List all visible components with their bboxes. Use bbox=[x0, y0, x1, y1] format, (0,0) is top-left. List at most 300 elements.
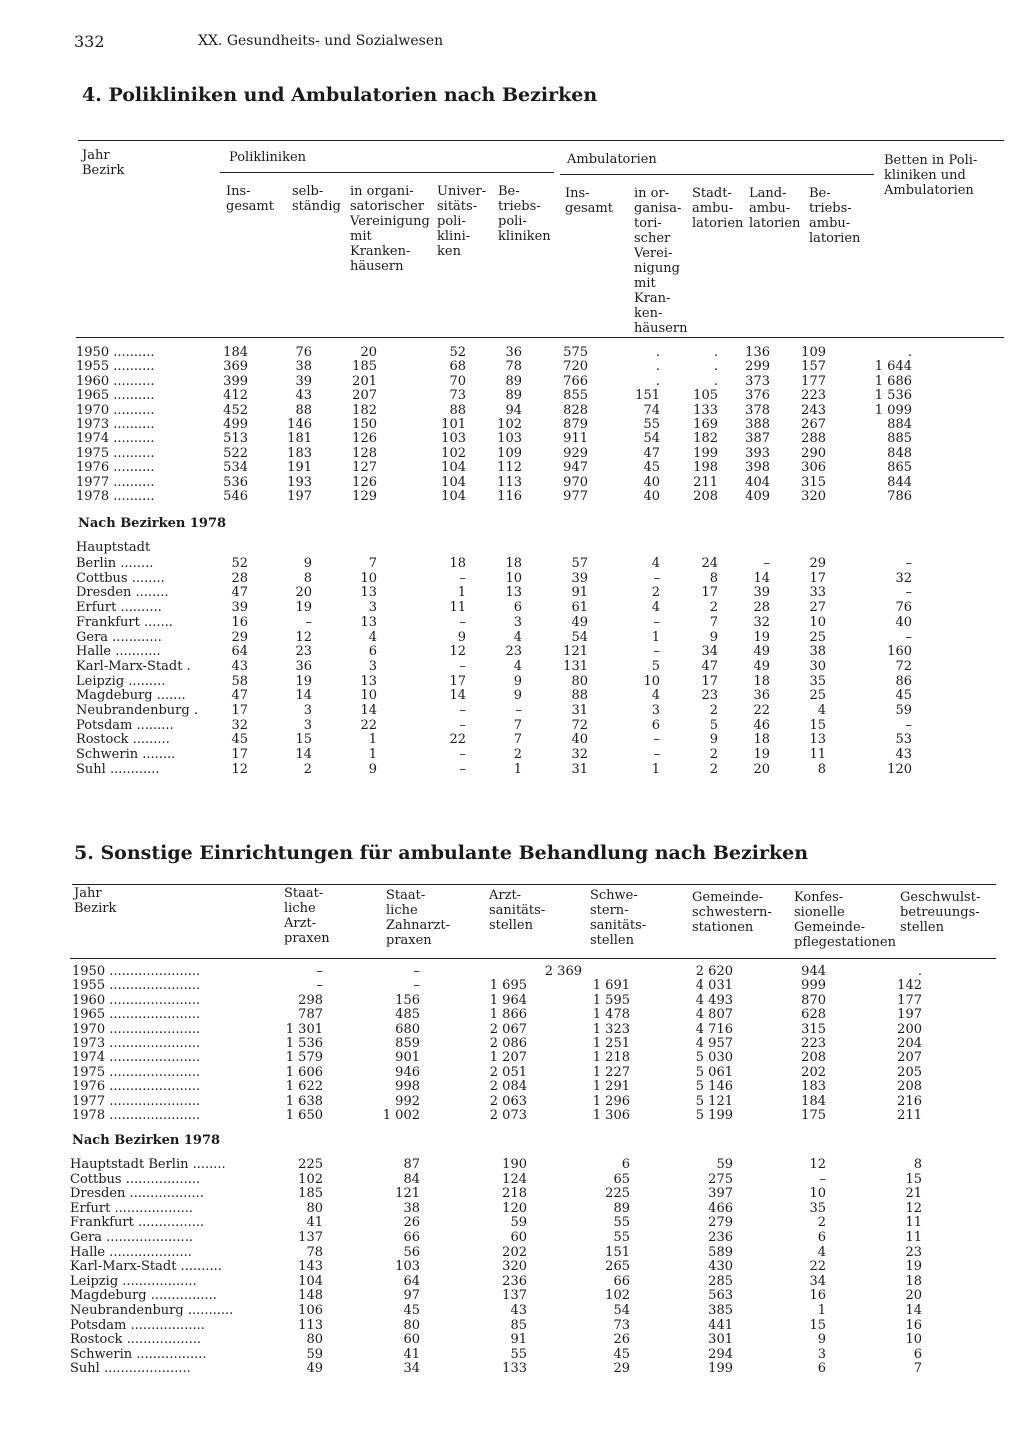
page-number: 332 bbox=[74, 32, 105, 51]
row-cell: 105 bbox=[693, 388, 718, 404]
row-label: 1978 .......... bbox=[76, 489, 155, 504]
row-cell: 3 bbox=[368, 600, 377, 616]
row-cell: 127 bbox=[352, 460, 377, 476]
table-row bbox=[0, 615, 1024, 630]
row-cell: 9 bbox=[817, 1332, 826, 1348]
row-cell: 202 bbox=[801, 1064, 826, 1080]
row-cell: 32 bbox=[231, 717, 248, 733]
row-cell: 18 bbox=[753, 732, 770, 748]
row-cell: 3 bbox=[513, 614, 522, 630]
row-cell: 2 084 bbox=[489, 1079, 527, 1095]
row-cell: 136 bbox=[745, 345, 770, 360]
row-cell: 14 bbox=[295, 747, 312, 763]
row-cell: 243 bbox=[801, 402, 826, 418]
row-cell: 14 bbox=[295, 688, 312, 704]
row-cell: – bbox=[459, 703, 466, 718]
row-cell: 2 bbox=[709, 600, 718, 616]
row-cell: 169 bbox=[693, 417, 718, 432]
row-cell: 59 bbox=[510, 1215, 527, 1231]
row-cell: 1 606 bbox=[285, 1064, 323, 1080]
row-cell: 1 695 bbox=[489, 978, 527, 994]
row-cell: 142 bbox=[897, 978, 922, 994]
row-cell: 16 bbox=[905, 1317, 922, 1333]
row-cell: 320 bbox=[801, 489, 826, 504]
row-cell: 7 bbox=[913, 1361, 922, 1377]
row-cell: 68 bbox=[449, 359, 466, 375]
row-label: Rostock .................. bbox=[70, 1332, 202, 1348]
row-label: 1970 .......... bbox=[76, 402, 155, 418]
row-cell: 89 bbox=[505, 388, 522, 404]
row-label: 1975 ...................... bbox=[72, 1064, 201, 1080]
row-cell: 43 bbox=[510, 1303, 527, 1318]
row-cell: 1 251 bbox=[592, 1036, 630, 1051]
row-cell: 177 bbox=[801, 373, 826, 389]
row-cell: 6 bbox=[621, 1157, 630, 1172]
row-cell: 211 bbox=[897, 1108, 922, 1123]
row-label: 1950 .......... bbox=[76, 345, 155, 360]
table-row bbox=[0, 1245, 1024, 1260]
row-cell: 5 bbox=[651, 658, 660, 674]
row-cell: 288 bbox=[801, 431, 826, 447]
row-label: Cottbus .................. bbox=[70, 1171, 201, 1187]
row-cell: 137 bbox=[502, 1288, 527, 1304]
t2-combined-1950: 2 369 bbox=[544, 964, 582, 979]
row-cell: 11 bbox=[809, 747, 826, 763]
row-cell: 10 bbox=[360, 570, 377, 586]
row-cell: 1 536 bbox=[874, 388, 912, 404]
row-cell: 129 bbox=[352, 489, 377, 504]
row-cell: 499 bbox=[223, 417, 248, 432]
row-label: Suhl ............ bbox=[76, 761, 160, 777]
table-row bbox=[0, 489, 1024, 504]
table-row bbox=[0, 460, 1024, 475]
row-cell: 15 bbox=[809, 1317, 826, 1333]
row-cell: 45 bbox=[643, 460, 660, 476]
row-label: 1950 ...................... bbox=[72, 964, 201, 979]
row-cell: 207 bbox=[897, 1050, 922, 1066]
row-cell: 766 bbox=[563, 373, 588, 389]
row-cell: 43 bbox=[231, 658, 248, 674]
row-cell: 157 bbox=[801, 359, 826, 375]
row-cell: 2 bbox=[513, 747, 522, 763]
table-row bbox=[0, 1079, 1024, 1094]
row-cell: 20 bbox=[753, 761, 770, 777]
row-cell: 466 bbox=[708, 1200, 733, 1216]
table-row bbox=[0, 388, 1024, 403]
row-cell: 2 086 bbox=[489, 1036, 527, 1051]
row-cell: 40 bbox=[643, 474, 660, 490]
row-cell: 150 bbox=[352, 417, 377, 432]
row-cell: 80 bbox=[571, 673, 588, 689]
table-row bbox=[0, 1172, 1024, 1187]
row-cell: 859 bbox=[395, 1036, 420, 1051]
row-cell: 17 bbox=[701, 673, 718, 689]
row-cell: 534 bbox=[223, 460, 248, 476]
row-cell: 4 957 bbox=[695, 1036, 733, 1051]
t2-col-1: Staat- liche Arzt- praxen bbox=[284, 886, 330, 946]
t1-col-6: Ins- gesamt bbox=[565, 186, 613, 216]
row-label: 1955 ...................... bbox=[72, 978, 201, 994]
row-cell: – bbox=[905, 556, 912, 571]
row-cell: 884 bbox=[887, 417, 912, 432]
row-cell: 45 bbox=[231, 732, 248, 748]
row-cell: 7 bbox=[368, 556, 377, 571]
row-cell: 208 bbox=[897, 1079, 922, 1095]
row-label: Neubrandenburg . bbox=[76, 703, 198, 718]
row-cell: 102 bbox=[605, 1288, 630, 1304]
row-cell: 2 bbox=[303, 761, 312, 777]
row-cell: 205 bbox=[897, 1064, 922, 1080]
table-row bbox=[0, 1215, 1024, 1230]
row-cell: – bbox=[459, 658, 466, 674]
row-cell: 1 099 bbox=[874, 402, 912, 418]
row-cell: – bbox=[316, 964, 323, 979]
row-cell: 182 bbox=[693, 431, 718, 447]
row-cell: 39 bbox=[295, 373, 312, 389]
row-cell: 199 bbox=[693, 445, 718, 461]
row-cell: 388 bbox=[745, 417, 770, 432]
table-row bbox=[0, 1065, 1024, 1080]
table-row bbox=[0, 674, 1024, 689]
row-cell: 14 bbox=[449, 688, 466, 704]
row-cell: – bbox=[459, 614, 466, 630]
row-cell: 31 bbox=[571, 703, 588, 718]
row-cell: . bbox=[713, 373, 718, 389]
row-cell: 513 bbox=[223, 431, 248, 447]
row-cell: 870 bbox=[801, 992, 826, 1008]
row-cell: – bbox=[653, 614, 660, 630]
row-cell: 17 bbox=[809, 570, 826, 586]
row-cell: 2 073 bbox=[489, 1108, 527, 1123]
row-label: 1960 ...................... bbox=[72, 992, 201, 1008]
table-row bbox=[0, 1230, 1024, 1245]
table-row bbox=[0, 1022, 1024, 1037]
row-label: 1965 .......... bbox=[76, 388, 155, 404]
row-cell: 992 bbox=[395, 1093, 420, 1109]
row-cell: 947 bbox=[563, 460, 588, 476]
row-cell: 23 bbox=[701, 688, 718, 704]
row-cell: 86 bbox=[895, 673, 912, 689]
row-cell: 8 bbox=[817, 761, 826, 777]
t1-head-betten: Betten in Poli- kliniken und Ambulatorien bbox=[884, 153, 978, 198]
table-4-top-rule bbox=[78, 140, 1004, 141]
row-cell: 40 bbox=[571, 732, 588, 748]
row-label: Leipzig ......... bbox=[76, 673, 166, 689]
t1-col-4: Univer- sitäts- poli- klini- ken bbox=[437, 184, 487, 259]
row-cell: 35 bbox=[809, 1200, 826, 1216]
row-cell: 4 bbox=[513, 658, 522, 674]
row-cell: 34 bbox=[403, 1361, 420, 1377]
row-label: Potsdam .................. bbox=[70, 1317, 205, 1333]
row-cell: 12 bbox=[295, 629, 312, 645]
table-row bbox=[0, 345, 1024, 360]
row-label: Hauptstadt Berlin ........ bbox=[70, 1157, 226, 1172]
row-cell: 33 bbox=[809, 585, 826, 601]
row-cell: 109 bbox=[497, 445, 522, 461]
row-cell: 7 bbox=[709, 614, 718, 630]
row-cell: 22 bbox=[753, 703, 770, 718]
row-cell: 148 bbox=[298, 1288, 323, 1304]
row-cell: 80 bbox=[403, 1317, 420, 1333]
row-cell: 4 bbox=[817, 703, 826, 718]
row-cell: 6 bbox=[368, 644, 377, 660]
row-cell: 23 bbox=[905, 1244, 922, 1260]
row-cell: 929 bbox=[563, 445, 588, 461]
row-cell: 879 bbox=[563, 417, 588, 432]
row-cell: 78 bbox=[505, 359, 522, 375]
row-cell: 1 536 bbox=[285, 1036, 323, 1051]
row-cell: 452 bbox=[223, 402, 248, 418]
row-cell: 38 bbox=[403, 1200, 420, 1216]
row-cell: 182 bbox=[352, 402, 377, 418]
row-cell: 197 bbox=[287, 489, 312, 504]
row-cell: 16 bbox=[231, 614, 248, 630]
row-cell: 18 bbox=[505, 556, 522, 571]
row-cell: 54 bbox=[643, 431, 660, 447]
row-cell: 19 bbox=[295, 600, 312, 616]
row-cell: 1 306 bbox=[592, 1108, 630, 1123]
row-cell: 369 bbox=[223, 359, 248, 375]
row-cell: 398 bbox=[745, 460, 770, 476]
row-cell: – bbox=[413, 964, 420, 979]
t1-col-5: Be- triebs- poli- kliniken bbox=[498, 184, 551, 244]
row-cell: 1 866 bbox=[489, 1007, 527, 1023]
row-cell: 1 650 bbox=[285, 1108, 323, 1123]
row-cell: 55 bbox=[643, 417, 660, 432]
row-cell: 61 bbox=[571, 600, 588, 616]
row-cell: 2 bbox=[817, 1215, 826, 1231]
row-cell: – bbox=[515, 703, 522, 718]
row-cell: 1 595 bbox=[592, 992, 630, 1008]
row-cell: 19 bbox=[753, 629, 770, 645]
row-label: Cottbus ........ bbox=[76, 570, 165, 586]
row-cell: 2 bbox=[651, 585, 660, 601]
row-cell: 2 bbox=[709, 747, 718, 763]
table-row bbox=[0, 964, 1024, 979]
row-cell: 47 bbox=[231, 585, 248, 601]
row-cell: 13 bbox=[505, 585, 522, 601]
row-cell: 9 bbox=[709, 629, 718, 645]
row-cell: 1 218 bbox=[592, 1050, 630, 1066]
row-cell: 52 bbox=[231, 556, 248, 571]
row-cell: 22 bbox=[809, 1259, 826, 1275]
row-cell: 275 bbox=[708, 1171, 733, 1187]
row-cell: 10 bbox=[905, 1332, 922, 1348]
row-cell: 2 bbox=[709, 703, 718, 718]
row-cell: 10 bbox=[809, 614, 826, 630]
row-cell: 103 bbox=[497, 431, 522, 447]
t1-group-polikliniken: Polikliniken bbox=[229, 150, 307, 165]
row-cell: 8 bbox=[913, 1157, 922, 1172]
row-cell: 177 bbox=[897, 992, 922, 1008]
t2-col-6: Konfes- sionelle Gemeinde- pflegestationen bbox=[794, 890, 896, 950]
row-cell: 885 bbox=[887, 431, 912, 447]
row-cell: 121 bbox=[563, 644, 588, 660]
row-label: Magdeburg ................ bbox=[70, 1288, 217, 1304]
row-cell: 8 bbox=[303, 570, 312, 586]
row-cell: 126 bbox=[352, 474, 377, 490]
t1-berlin-line1: Hauptstadt bbox=[76, 540, 151, 555]
row-cell: 106 bbox=[298, 1303, 323, 1318]
row-cell: 911 bbox=[563, 431, 588, 447]
row-cell: 236 bbox=[502, 1273, 527, 1289]
table-row bbox=[0, 1007, 1024, 1022]
row-cell: 901 bbox=[395, 1050, 420, 1066]
table-row bbox=[0, 630, 1024, 645]
row-cell: 485 bbox=[395, 1007, 420, 1023]
row-cell: 12 bbox=[905, 1200, 922, 1216]
row-cell: 20 bbox=[295, 585, 312, 601]
row-cell: 5 061 bbox=[695, 1064, 733, 1080]
row-cell: 3 bbox=[651, 703, 660, 718]
row-cell: 21 bbox=[905, 1186, 922, 1202]
row-cell: 25 bbox=[809, 688, 826, 704]
row-cell: 19 bbox=[295, 673, 312, 689]
row-cell: 19 bbox=[905, 1259, 922, 1275]
row-cell: 3 bbox=[817, 1346, 826, 1362]
row-cell: 103 bbox=[441, 431, 466, 447]
row-cell: 225 bbox=[298, 1157, 323, 1172]
row-cell: 5 199 bbox=[695, 1108, 733, 1123]
table-5-top-rule bbox=[72, 884, 996, 885]
row-cell: 944 bbox=[801, 964, 826, 979]
row-cell: – bbox=[653, 570, 660, 586]
row-cell: 9 bbox=[513, 688, 522, 704]
row-cell: 1 bbox=[513, 761, 522, 777]
row-cell: 315 bbox=[801, 474, 826, 490]
row-cell: 52 bbox=[449, 345, 466, 360]
row-cell: 298 bbox=[298, 992, 323, 1008]
row-cell: 87 bbox=[403, 1157, 420, 1172]
table-row bbox=[0, 659, 1024, 674]
row-cell: 1 691 bbox=[592, 978, 630, 994]
row-cell: 12 bbox=[449, 644, 466, 660]
row-cell: 191 bbox=[287, 460, 312, 476]
row-cell: 207 bbox=[352, 388, 377, 404]
row-label: 1976 .......... bbox=[76, 460, 155, 476]
row-cell: 66 bbox=[403, 1230, 420, 1245]
row-cell: 18 bbox=[905, 1273, 922, 1289]
row-cell: 88 bbox=[295, 402, 312, 418]
row-cell: 103 bbox=[395, 1259, 420, 1275]
row-cell: 14 bbox=[753, 570, 770, 586]
row-cell: 102 bbox=[441, 445, 466, 461]
row-cell: 999 bbox=[801, 978, 826, 994]
row-cell: 38 bbox=[295, 359, 312, 375]
row-cell: 6 bbox=[817, 1361, 826, 1377]
row-cell: 4 031 bbox=[695, 978, 733, 994]
row-cell: 10 bbox=[360, 688, 377, 704]
row-label: 1965 ...................... bbox=[72, 1007, 201, 1023]
row-cell: 32 bbox=[753, 614, 770, 630]
row-cell: 430 bbox=[708, 1259, 733, 1275]
row-cell: – bbox=[305, 614, 312, 630]
row-cell: 49 bbox=[306, 1361, 323, 1377]
row-cell: 208 bbox=[693, 489, 718, 504]
row-cell: 320 bbox=[502, 1259, 527, 1275]
row-cell: 200 bbox=[897, 1021, 922, 1037]
row-cell: 1 bbox=[368, 747, 377, 763]
table-row bbox=[0, 359, 1024, 374]
row-cell: 17 bbox=[231, 703, 248, 718]
row-cell: 22 bbox=[449, 732, 466, 748]
row-cell: 9 bbox=[457, 629, 466, 645]
row-cell: 39 bbox=[571, 570, 588, 586]
row-cell: . bbox=[917, 964, 922, 979]
row-cell: 628 bbox=[801, 1007, 826, 1023]
row-cell: 65 bbox=[613, 1171, 630, 1187]
row-cell: 1 301 bbox=[285, 1021, 323, 1037]
t1-group-poli-rule bbox=[220, 172, 554, 173]
row-cell: 393 bbox=[745, 445, 770, 461]
row-cell: 175 bbox=[801, 1108, 826, 1123]
row-label: 1978 ...................... bbox=[72, 1108, 201, 1123]
table-row bbox=[0, 644, 1024, 659]
row-cell: 34 bbox=[809, 1273, 826, 1289]
row-cell: 113 bbox=[298, 1317, 323, 1333]
row-cell: 4 bbox=[513, 629, 522, 645]
row-cell: 181 bbox=[287, 431, 312, 447]
row-cell: – bbox=[459, 747, 466, 763]
row-cell: 1 638 bbox=[285, 1093, 323, 1109]
row-cell: 11 bbox=[905, 1230, 922, 1245]
row-cell: 60 bbox=[510, 1230, 527, 1245]
row-cell: 13 bbox=[360, 614, 377, 630]
row-cell: 13 bbox=[360, 673, 377, 689]
row-label: Frankfurt ................ bbox=[70, 1215, 205, 1231]
table-row bbox=[0, 556, 1024, 571]
row-cell: 193 bbox=[287, 474, 312, 490]
row-cell: 412 bbox=[223, 388, 248, 404]
row-label: Suhl ..................... bbox=[70, 1361, 191, 1377]
row-cell: 1 478 bbox=[592, 1007, 630, 1023]
t1-col-7: in or- ganisa- tori- scher Verei- nigung mit Kran- ken- häusern bbox=[634, 186, 688, 336]
row-cell: – bbox=[653, 747, 660, 763]
row-cell: 828 bbox=[563, 402, 588, 418]
row-cell: 17 bbox=[701, 585, 718, 601]
row-cell: 1 227 bbox=[592, 1064, 630, 1080]
row-cell: 28 bbox=[753, 600, 770, 616]
t2-col-3: Arzt- sanitäts- stellen bbox=[489, 888, 546, 933]
row-cell: 1 622 bbox=[285, 1079, 323, 1095]
row-cell: 198 bbox=[693, 460, 718, 476]
row-cell: 787 bbox=[298, 1007, 323, 1023]
row-cell: 76 bbox=[295, 345, 312, 360]
table-row bbox=[0, 1094, 1024, 1109]
row-cell: 536 bbox=[223, 474, 248, 490]
t2-col-7: Geschwulst- betreuungs- stellen bbox=[900, 890, 981, 935]
row-cell: 104 bbox=[298, 1273, 323, 1289]
row-cell: – bbox=[653, 644, 660, 660]
row-cell: 101 bbox=[441, 417, 466, 432]
row-cell: 133 bbox=[693, 402, 718, 418]
t2-col-5: Gemeinde- schwestern- stationen bbox=[692, 890, 772, 935]
row-cell: 970 bbox=[563, 474, 588, 490]
row-cell: 10 bbox=[643, 673, 660, 689]
row-cell: 199 bbox=[708, 1361, 733, 1377]
row-cell: 1 296 bbox=[592, 1093, 630, 1109]
row-cell: 18 bbox=[753, 673, 770, 689]
row-cell: 19 bbox=[753, 747, 770, 763]
row-cell: 80 bbox=[306, 1332, 323, 1348]
row-label: 1977 ...................... bbox=[72, 1093, 201, 1109]
row-cell: 26 bbox=[403, 1215, 420, 1231]
row-label: Potsdam ......... bbox=[76, 717, 174, 733]
row-cell: 16 bbox=[809, 1288, 826, 1304]
row-cell: 72 bbox=[571, 717, 588, 733]
row-cell: 31 bbox=[571, 761, 588, 777]
row-label: 1960 .......... bbox=[76, 373, 155, 389]
